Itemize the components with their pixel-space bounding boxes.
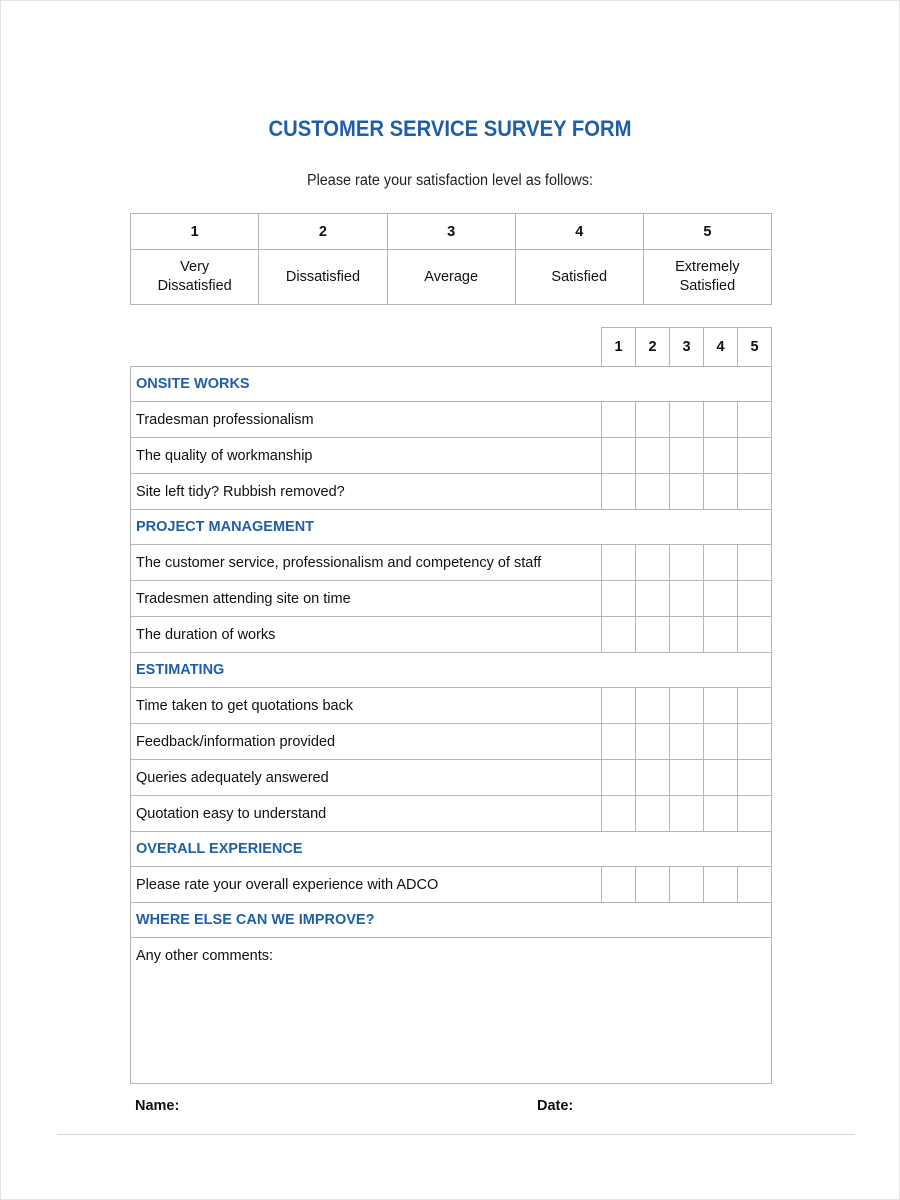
scale-label-line: Dissatisfied bbox=[157, 278, 232, 294]
question-label: Queries adequately answered bbox=[131, 760, 602, 796]
scale-number: 5 bbox=[643, 214, 771, 250]
rating-cell-1[interactable] bbox=[602, 796, 636, 832]
rating-header: 5 bbox=[738, 328, 772, 367]
rating-cell-5[interactable] bbox=[738, 724, 772, 760]
scale-label-satisfied bbox=[515, 250, 643, 305]
rating-cell-5[interactable] bbox=[738, 581, 772, 617]
scale-label-line: Very bbox=[180, 259, 210, 275]
scale-label-average bbox=[387, 250, 515, 305]
rating-cell-3[interactable] bbox=[670, 796, 704, 832]
question-row bbox=[131, 867, 772, 903]
question-label: The quality of workmanship bbox=[131, 438, 602, 474]
scale-label-dissatisfied bbox=[259, 250, 387, 305]
scale-label-line: Average bbox=[424, 268, 479, 285]
section-heading-improve: WHERE ELSE CAN WE IMPROVE? bbox=[131, 903, 772, 938]
rating-cell-4[interactable] bbox=[704, 402, 738, 438]
question-row bbox=[131, 438, 772, 474]
question-row bbox=[131, 545, 772, 581]
rating-cell-3[interactable] bbox=[670, 545, 704, 581]
rating-cell-5[interactable] bbox=[738, 688, 772, 724]
rating-cell-3[interactable] bbox=[670, 617, 704, 653]
comments-label: Any other comments: bbox=[136, 948, 273, 964]
question-row bbox=[131, 581, 772, 617]
rating-cell-3[interactable] bbox=[670, 402, 704, 438]
rating-cell-5[interactable] bbox=[738, 474, 772, 510]
rating-header-row bbox=[131, 328, 772, 367]
rating-header: 3 bbox=[670, 328, 704, 367]
rating-cell-4[interactable] bbox=[704, 474, 738, 510]
rating-cell-2[interactable] bbox=[636, 760, 670, 796]
rating-cell-4[interactable] bbox=[704, 688, 738, 724]
rating-cell-1[interactable] bbox=[602, 867, 636, 903]
question-row bbox=[131, 402, 772, 438]
rating-cell-4[interactable] bbox=[704, 867, 738, 903]
question-label: Tradesmen attending site on time bbox=[131, 581, 602, 617]
question-row bbox=[131, 617, 772, 653]
question-label: The duration of works bbox=[131, 617, 602, 653]
header-spacer bbox=[131, 328, 602, 367]
question-row bbox=[131, 688, 772, 724]
question-row bbox=[131, 474, 772, 510]
rating-cell-4[interactable] bbox=[704, 581, 738, 617]
comments-field[interactable] bbox=[131, 938, 772, 1084]
rating-cell-5[interactable] bbox=[738, 617, 772, 653]
rating-cell-1[interactable] bbox=[602, 545, 636, 581]
scale-label-extremely-satisfied bbox=[643, 250, 771, 305]
question-row bbox=[131, 796, 772, 832]
rating-cell-1[interactable] bbox=[602, 724, 636, 760]
rating-cell-1[interactable] bbox=[602, 581, 636, 617]
rating-cell-1[interactable] bbox=[602, 688, 636, 724]
scale-number: 2 bbox=[259, 214, 387, 250]
question-label: Site left tidy? Rubbish removed? bbox=[131, 474, 602, 510]
bottom-divider bbox=[57, 1134, 855, 1135]
scale-label-line: Satisfied bbox=[679, 278, 736, 294]
rating-cell-2[interactable] bbox=[636, 438, 670, 474]
rating-cell-5[interactable] bbox=[738, 402, 772, 438]
scale-number: 1 bbox=[131, 214, 259, 250]
rating-cell-4[interactable] bbox=[704, 617, 738, 653]
rating-cell-5[interactable] bbox=[738, 796, 772, 832]
rating-cell-2[interactable] bbox=[636, 724, 670, 760]
rating-cell-3[interactable] bbox=[670, 581, 704, 617]
question-label: Please rate your overall experience with ADCO bbox=[131, 867, 602, 903]
rating-cell-1[interactable] bbox=[602, 617, 636, 653]
rating-cell-2[interactable] bbox=[636, 545, 670, 581]
rating-cell-3[interactable] bbox=[670, 867, 704, 903]
rating-cell-2[interactable] bbox=[636, 474, 670, 510]
rating-cell-3[interactable] bbox=[670, 760, 704, 796]
rating-cell-5[interactable] bbox=[738, 438, 772, 474]
rating-cell-2[interactable] bbox=[636, 688, 670, 724]
rating-cell-2[interactable] bbox=[636, 867, 670, 903]
rating-cell-3[interactable] bbox=[670, 724, 704, 760]
rating-cell-4[interactable] bbox=[704, 545, 738, 581]
rating-cell-3[interactable] bbox=[670, 688, 704, 724]
rating-cell-4[interactable] bbox=[704, 760, 738, 796]
scale-label-line: Extremely bbox=[675, 259, 740, 275]
scale-number: 3 bbox=[387, 214, 515, 250]
form-subtitle: Please rate your satisfaction level as follows: bbox=[306, 172, 594, 189]
scale-label-very-dissatisfied bbox=[131, 250, 259, 305]
section-heading-onsite-works: ONSITE WORKS bbox=[131, 367, 772, 402]
rating-cell-2[interactable] bbox=[636, 617, 670, 653]
question-label: Time taken to get quotations back bbox=[131, 688, 602, 724]
rating-cell-1[interactable] bbox=[602, 474, 636, 510]
rating-cell-2[interactable] bbox=[636, 402, 670, 438]
rating-cell-5[interactable] bbox=[738, 867, 772, 903]
date-label: Date: bbox=[537, 1098, 574, 1114]
rating-cell-2[interactable] bbox=[636, 796, 670, 832]
rating-cell-5[interactable] bbox=[738, 760, 772, 796]
rating-header: 1 bbox=[602, 328, 636, 367]
rating-cell-4[interactable] bbox=[704, 796, 738, 832]
rating-cell-1[interactable] bbox=[602, 438, 636, 474]
scale-label-line: Satisfied bbox=[551, 268, 608, 285]
question-row bbox=[131, 724, 772, 760]
scale-number: 4 bbox=[515, 214, 643, 250]
rating-header: 4 bbox=[704, 328, 738, 367]
rating-cell-4[interactable] bbox=[704, 438, 738, 474]
section-heading-estimating: ESTIMATING bbox=[131, 653, 772, 688]
rating-cell-1[interactable] bbox=[602, 402, 636, 438]
rating-cell-3[interactable] bbox=[670, 474, 704, 510]
question-label: Feedback/information provided bbox=[131, 724, 602, 760]
rating-header: 2 bbox=[636, 328, 670, 367]
rating-cell-5[interactable] bbox=[738, 545, 772, 581]
question-label: Quotation easy to understand bbox=[131, 796, 602, 832]
question-label: Tradesman professionalism bbox=[131, 402, 602, 438]
rating-cell-1[interactable] bbox=[602, 760, 636, 796]
scale-label-line: Dissatisfied bbox=[285, 268, 361, 285]
rating-cell-2[interactable] bbox=[636, 581, 670, 617]
rating-cell-4[interactable] bbox=[704, 724, 738, 760]
rating-cell-3[interactable] bbox=[670, 438, 704, 474]
question-label: The customer service, professionalism and competency of staff bbox=[131, 545, 602, 581]
section-heading-overall-experience: OVERALL EXPERIENCE bbox=[131, 832, 772, 867]
survey-table bbox=[130, 327, 772, 1084]
question-row bbox=[131, 760, 772, 796]
section-heading-project-management: PROJECT MANAGEMENT bbox=[131, 510, 772, 545]
rating-scale-legend bbox=[130, 213, 772, 305]
name-label: Name: bbox=[135, 1098, 180, 1114]
form-title: CUSTOMER SERVICE SURVEY FORM bbox=[268, 116, 632, 141]
